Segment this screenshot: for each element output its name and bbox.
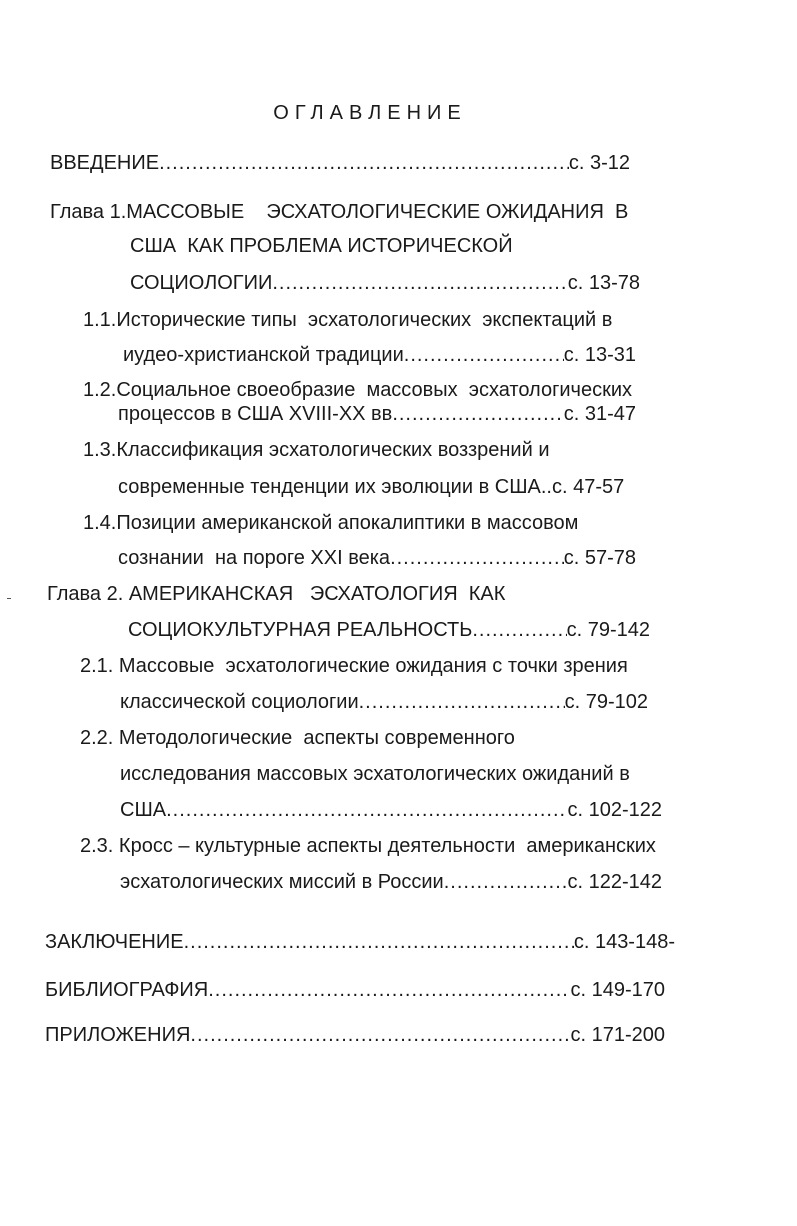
toc-entry-label: процессов в США XVIII-XX вв (118, 403, 393, 425)
toc-entry (45, 930, 675, 954)
toc-entry-label: иудео-христианской традиции (123, 344, 404, 366)
toc-entry-label: ЗАКЛЮЧЕНИЕ (45, 931, 184, 953)
dot-leader (359, 690, 565, 714)
toc-entry: 2.3. Кросс – культурные аспекты деятельности американских (80, 835, 656, 857)
toc-entry: 1.1.Исторические типы эсхатологических экспектаций в (83, 309, 613, 331)
toc-entry-pages: с. 143-148- (573, 931, 675, 953)
dot-leader (390, 546, 564, 570)
toc-entry (45, 978, 665, 1002)
toc-entry: 1.4.Позиции американской апокалиптики в массовом (83, 512, 579, 534)
toc-entry: Глава 2. АМЕРИКАНСКАЯ ЭСХАТОЛОГИЯ КАК (47, 583, 506, 605)
toc-entry-pages: с. 13-31 (563, 344, 636, 366)
dot-leader (272, 271, 567, 295)
dot-leader (208, 978, 570, 1002)
dot-leader (404, 343, 564, 367)
toc-entry-pages: с. 79-102 (564, 691, 648, 713)
toc-entry: США КАК ПРОБЛЕМА ИСТОРИЧЕСКОЙ (130, 235, 513, 257)
toc-entry-pages: с. 31-47 (563, 403, 636, 425)
toc-entry (128, 618, 650, 642)
toc-entry: исследования массовых эсхатологических ожиданий в (120, 763, 630, 785)
toc-entry-label: БИБЛИОГРАФИЯ (45, 979, 209, 1001)
toc-entry-pages: с. 171-200 (570, 1024, 665, 1046)
dot-leader (184, 930, 574, 954)
toc-entry: 1.3.Классификация эсхатологических воззрений и (83, 439, 550, 461)
toc-entry-label: эсхатологических миссий в России (120, 871, 444, 893)
dot-leader (444, 870, 568, 894)
toc-entry-label: ВВЕДЕНИЕ (50, 152, 160, 174)
toc-entry-pages: с. 13-78 (567, 272, 640, 294)
toc-entry: современные тенденции их эволюции в США..с. 47-57 (118, 476, 625, 498)
dot-leader (392, 402, 563, 426)
toc-entry (123, 343, 636, 367)
toc-entry-label: ПРИЛОЖЕНИЯ (45, 1024, 191, 1046)
toc-entry: Глава 1.МАССОВЫЕ ЭСХАТОЛОГИЧЕСКИЕ ОЖИДАНИЯ В (50, 201, 629, 223)
toc-entry: 2.2. Методологические аспекты современного (80, 727, 515, 749)
toc-entry (45, 1023, 665, 1047)
toc-entry (120, 870, 662, 894)
toc-entry-pages: с. 3-12 (568, 152, 630, 174)
toc-entry (130, 271, 640, 295)
toc-entry (118, 546, 636, 570)
toc-entry-pages: с. 79-142 (566, 619, 650, 641)
dot-leader (159, 151, 569, 175)
toc-entry (50, 151, 630, 175)
toc-entry-pages: с. 102-122 (567, 799, 662, 821)
toc-entry-label: США (120, 799, 167, 821)
toc-entry-label: СОЦИОКУЛЬТУРНАЯ РЕАЛЬНОСТЬ (128, 619, 473, 641)
toc-entry-pages: с. 57-78 (563, 547, 636, 569)
margin-mark (7, 598, 11, 599)
toc-entry: 2.1. Массовые эсхатологические ожидания с точки зрения (80, 655, 628, 677)
toc-entry (120, 798, 662, 822)
toc-entry: 1.2.Социальное своеобразие массовых эсхатологических (83, 379, 633, 401)
toc-entry-pages: с. 122-142 (567, 871, 662, 893)
toc-entry-label: СОЦИОЛОГИИ (130, 272, 273, 294)
dot-leader (472, 618, 566, 642)
toc-entry-pages: с. 149-170 (570, 979, 665, 1001)
toc-entry (120, 690, 648, 714)
toc-entry (118, 402, 636, 426)
dot-leader (166, 798, 567, 822)
toc-entry-label: сознании на пороге XXI века (118, 547, 391, 569)
dot-leader (190, 1023, 570, 1047)
toc-title: ОГЛАВЛЕНИЕ (273, 102, 467, 124)
toc-entry-label: классической социологии (120, 691, 359, 713)
